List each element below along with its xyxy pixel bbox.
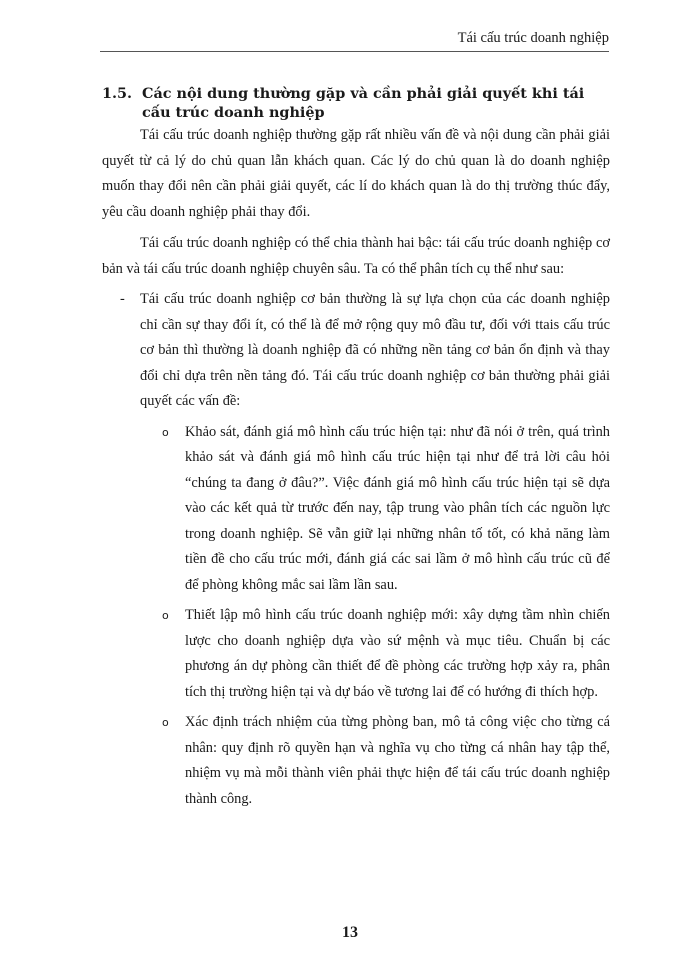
page-number: 13 (342, 924, 358, 941)
paragraph-intro: Tái cấu trúc doanh nghiệp thường gặp rất nhiều vấn đề và nội dung cần phải giải quyết từ cả lý do chủ quan lẫn khách quan. Các lý do chủ quan là do doanh nghiệp muốn thay đổi nên cần phải giải quyết, các lí do khách quan là do thị trường thúc đẩy, yêu cầu doanh nghiệp phải thay đổi. (102, 127, 610, 220)
section-1-5 (102, 84, 610, 812)
section-heading (102, 84, 610, 122)
paragraph-levels: Tái cấu trúc doanh nghiệp có thể chia thành hai bậc: tái cấu trúc doanh nghiệp cơ bản và tái cấu trúc doanh nghiệp chuyên sâu. Ta có thể phân tích cụ thể như sau: (102, 235, 610, 277)
running-header-title: Tái cấu trúc doanh nghiệp (457, 30, 609, 46)
sub-list-item-text: Khảo sát, đánh giá mô hình cấu trúc hiện tại: như đã nói ở trên, quá trình khảo sát và đánh giá mô hình cấu trúc hiện tại như để trả lời câu hỏi “chúng ta đang ở đâu?”. Việc đánh giá mô hình cấu trúc hiện tại sẽ dựa vào các kết quả từ trước đến nay, tập trung vào phân tích các nguồn lực trong doanh nghiệp. Sẽ vẫn giữ lại những nhân tố tốt, có khả năng làm tiền đề cho cấu trúc mới, đánh giá các sai lầm ở mô hình cấu trúc cũ để để phòng không mắc sai lầm lần sau. (185, 423, 610, 593)
section-title: Các nội dung thường gặp và cần phải giải quyết khi tái cấu trúc doanh nghiệp (142, 85, 585, 121)
sub-list (162, 420, 610, 813)
sub-list-item-text: Xác định trách nhiệm của từng phòng ban, mô tả công việc cho từng cá nhân: quy định rõ quyền hạn và nghĩa vụ cho từng cá nhân hay tập thể, nhiệm vụ mà mỗi thành viên phải thực hiện để tái cấu trúc doanh nghiệp thành công. (185, 714, 610, 807)
circle-bullet-icon: o (162, 425, 169, 439)
list-item-text: Tái cấu trúc doanh nghiệp cơ bản thường là sự lựa chọn của các doanh nghiệp chỉ cần sự thay đổi ít, có thể là để mở rộng quy mô đầu tư, đối với ttais cấu trúc cơ bản thì thường là doanh nghiệp đã có những nền tảng cơ bản ổn định và thay đổi chỉ dựa trên nền tảng đó. Tái cấu trúc doanh nghiệp cơ bản thường phải giải quyết các vấn đề: (140, 291, 610, 409)
sub-list-item (162, 420, 610, 599)
section-number: 1.5. (102, 85, 133, 102)
dash-bullet: - (120, 291, 125, 307)
running-header (100, 30, 609, 52)
sub-list-item-text: Thiết lập mô hình cấu trúc doanh nghiệp mới: xây dựng tầm nhìn chiến lược cho doanh nghiệp dựa vào sứ mệnh và mục tiêu. Chuẩn bị các phương án dự phòng cần thiết để đề phòng các trường hợp xảy ra, phân tích thị trường hiện tại và dự báo về tương lai để có hướng đi thích hợp. (185, 607, 610, 700)
circle-bullet-icon: o (162, 716, 169, 729)
list-item (102, 287, 610, 415)
circle-bullet-icon: o (162, 609, 169, 622)
sub-list-item (162, 603, 610, 705)
sub-list-item (162, 710, 610, 812)
